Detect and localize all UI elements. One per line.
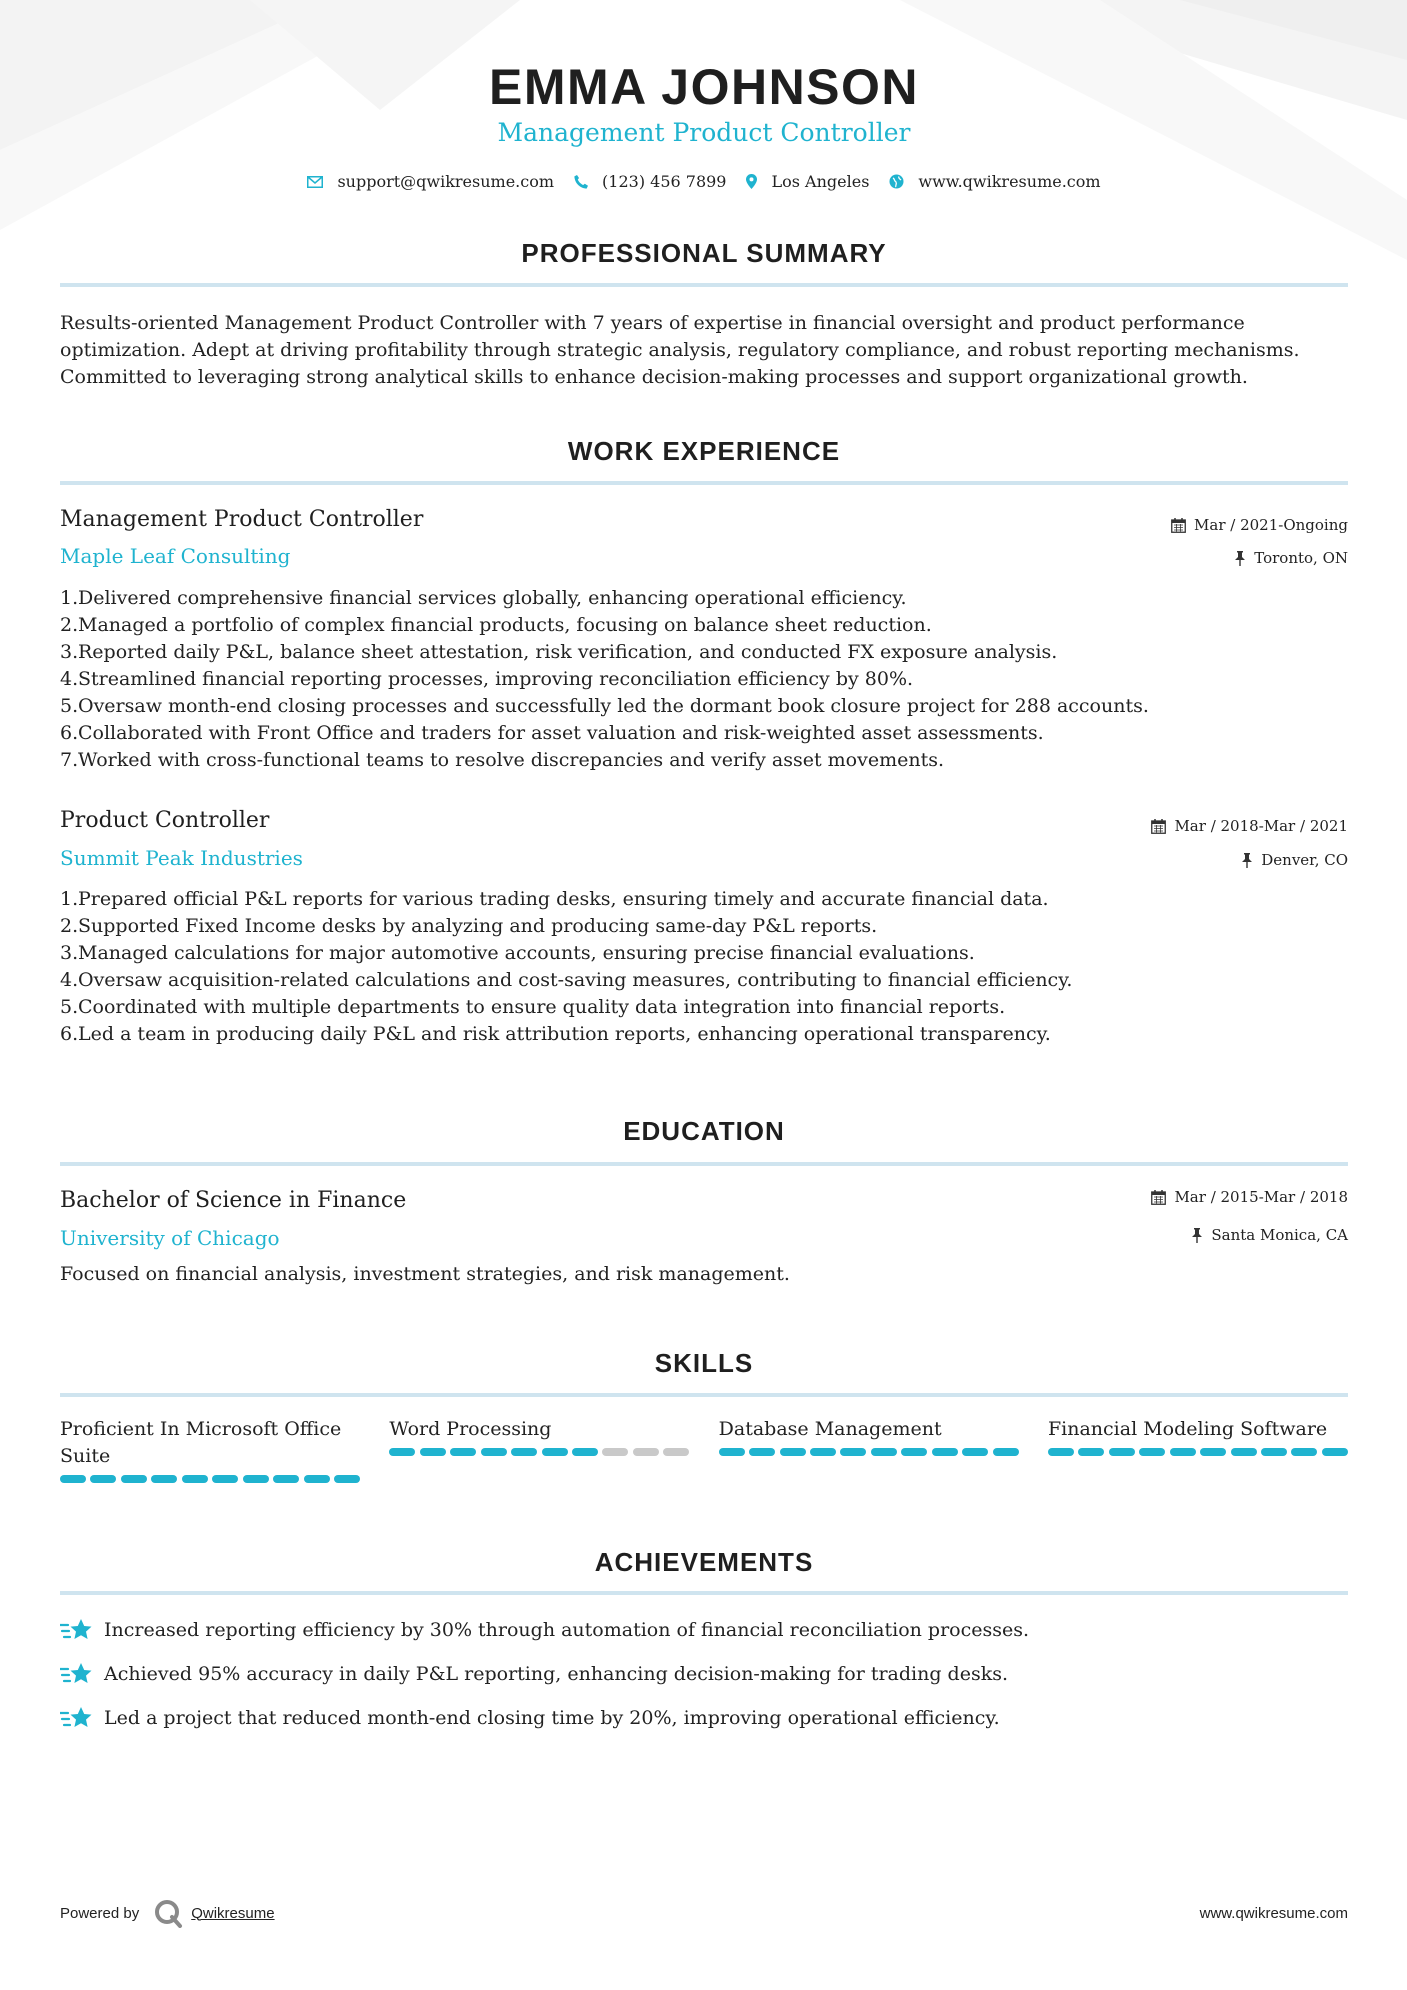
skill-segment-filled <box>871 1448 897 1456</box>
education-location-text: Santa Monica, CA <box>1211 1226 1348 1244</box>
job-title: Management Product Controller <box>60 507 424 532</box>
list-item: 3. Reported daily P&L, balance sheet attestation, risk verification, and conducted FX exposure analysis. <box>60 639 1348 666</box>
bullet-text: Delivered comprehensive financial services globally, enhancing operational efficiency. <box>78 587 907 609</box>
pushpin-icon <box>1241 853 1253 868</box>
job-location <box>1234 549 1348 567</box>
powered-by-label: Powered by <box>60 1904 140 1922</box>
summary-line: Results-oriented Management Product Controller with 7 years of expertise in financial oversight and product performance <box>60 312 1245 334</box>
qwikresume-link[interactable]: Qwikresume <box>191 1904 275 1922</box>
skill-segment-filled <box>212 1475 238 1483</box>
education-divider <box>60 1162 1348 1166</box>
education-school: University of Chicago <box>60 1226 280 1250</box>
summary-line: Committed to leveraging strong analytical skills to enhance decision-making processes and support organizational growth. <box>60 366 1248 388</box>
skill-segment-filled <box>389 1448 415 1456</box>
job-bullets <box>60 585 1348 774</box>
achievement-text: Led a project that reduced month-end closing time by 20%, improving operational efficiency. <box>104 1707 1000 1729</box>
star-icon <box>60 1616 94 1644</box>
envelope-icon <box>307 176 323 188</box>
education-location <box>1191 1226 1348 1244</box>
calendar-icon <box>1171 518 1186 533</box>
education-dates-text: Mar / 2015-Mar / 2018 <box>1174 1188 1348 1206</box>
skill-segment-filled <box>450 1448 476 1456</box>
calendar-icon <box>1151 819 1166 834</box>
skill-segment-filled <box>1048 1448 1074 1456</box>
contact-bar <box>60 172 1348 191</box>
skill-segment-empty <box>663 1448 689 1456</box>
list-item: 4. Oversaw acquisition-related calculations and cost-saving measures, contributing to financial efficiency. <box>60 967 1348 994</box>
skill-level-bar <box>1048 1448 1348 1456</box>
skill-label: Word Processing <box>389 1418 552 1440</box>
job-location-text: Toronto, ON <box>1254 549 1348 567</box>
skill-segment-filled <box>334 1475 360 1483</box>
achievement-text: Increased reporting efficiency by 30% through automation of financial reconciliation processes. <box>104 1619 1030 1641</box>
education-dates <box>1151 1188 1348 1206</box>
skill-segment-filled <box>1231 1448 1257 1456</box>
bullet-text: Prepared official P&L reports for various trading desks, ensuring timely and accurate financial data. <box>78 888 1049 910</box>
skills-divider <box>60 1393 1348 1397</box>
skill-item <box>60 1416 360 1483</box>
bullet-text: Managed calculations for major automotive accounts, ensuring precise financial evaluations. <box>78 942 975 964</box>
skill-label: Proficient In Microsoft Office Suite <box>60 1418 342 1467</box>
skills-grid <box>60 1416 1348 1483</box>
skill-segment-filled <box>962 1448 988 1456</box>
skill-item <box>1048 1416 1348 1483</box>
skill-segment-filled <box>780 1448 806 1456</box>
skill-segment-filled <box>1261 1448 1287 1456</box>
skill-segment-filled <box>121 1475 147 1483</box>
bullet-text: Coordinated with multiple departments to ensure quality data integration into financial reports. <box>78 996 1006 1018</box>
education-heading: EDUCATION <box>623 1116 785 1146</box>
bullet-text: Managed a portfolio of complex financial products, focusing on balance sheet reduction. <box>78 614 932 636</box>
education-degree: Bachelor of Science in Finance <box>60 1188 407 1213</box>
job-dates-text: Mar / 2021-Ongoing <box>1194 516 1348 534</box>
candidate-name: EMMA JOHNSON <box>488 59 920 115</box>
achievement-item <box>60 1616 1029 1644</box>
star-icon <box>60 1660 94 1688</box>
bullet-text: Worked with cross-functional teams to resolve discrepancies and verify asset movements. <box>78 749 945 771</box>
contact-location-text: Los Angeles <box>771 172 870 191</box>
list-item: 5. Oversaw month-end closing processes and successfully led the dormant book closure project for 288 accounts. <box>60 693 1348 720</box>
map-pin-icon <box>746 174 757 189</box>
skill-segment-filled <box>1200 1448 1226 1456</box>
bullet-text: Collaborated with Front Office and traders for asset valuation and risk-weighted asset assessments. <box>78 722 1044 744</box>
achievements-divider <box>60 1591 1348 1595</box>
job-company: Summit Peak Industries <box>60 846 303 870</box>
list-item: 2. Supported Fixed Income desks by analyzing and producing same-day P&L reports. <box>60 913 1348 940</box>
contact-phone-text: (123) 456 7899 <box>602 172 727 191</box>
skills-heading: SKILLS <box>654 1348 754 1378</box>
bullet-text: Streamlined financial reporting processes, improving reconciliation efficiency by 80%. <box>78 668 914 690</box>
skill-segment-filled <box>1170 1448 1196 1456</box>
skill-segment-filled <box>810 1448 836 1456</box>
skill-segment-filled <box>1291 1448 1317 1456</box>
bullet-text: Oversaw month-end closing processes and successfully led the dormant book closure project for 288 accounts. <box>78 695 1149 717</box>
job-dates <box>1151 817 1348 835</box>
skill-segment-filled <box>901 1448 927 1456</box>
star-icon <box>60 1704 94 1732</box>
skill-segment-filled <box>749 1448 775 1456</box>
achievement-item <box>60 1704 1000 1732</box>
skill-segment-filled <box>719 1448 745 1456</box>
skill-segment-filled <box>182 1475 208 1483</box>
skill-segment-filled <box>420 1448 446 1456</box>
list-item: 6. Led a team in producing daily P&L and risk attribution reports, enhancing operational transparency. <box>60 1021 1348 1048</box>
skill-label: Database Management <box>718 1418 942 1440</box>
contact-phone[interactable] <box>574 172 726 191</box>
summary-line: optimization. Adept at driving profitability through strategic analysis, regulatory compliance, and robust reporting mechanisms. <box>60 339 1300 361</box>
list-item: 7. Worked with cross-functional teams to resolve discrepancies and verify asset movements. <box>60 747 1348 774</box>
list-item: 5. Coordinated with multiple departments to ensure quality data integration into financial reports. <box>60 994 1348 1021</box>
contact-email-text: support@qwikresume.com <box>337 172 555 191</box>
skill-item <box>389 1416 689 1483</box>
job-dates-text: Mar / 2018-Mar / 2021 <box>1174 817 1348 835</box>
skill-segment-empty <box>633 1448 659 1456</box>
bullet-text: Reported daily P&L, balance sheet attestation, risk verification, and conducted FX exposure analysis. <box>78 641 1058 663</box>
list-item: 3. Managed calculations for major automotive accounts, ensuring precise financial evaluations. <box>60 940 1348 967</box>
list-item: 2. Managed a portfolio of complex financial products, focusing on balance sheet reduction. <box>60 612 1348 639</box>
skill-segment-filled <box>243 1475 269 1483</box>
job-company: Maple Leaf Consulting <box>60 544 291 568</box>
skill-segment-empty <box>602 1448 628 1456</box>
skill-segment-filled <box>542 1448 568 1456</box>
achievement-item <box>60 1660 1008 1688</box>
experience-heading: WORK EXPERIENCE <box>567 436 841 466</box>
job-location <box>1241 851 1348 869</box>
job-location-text: Denver, CO <box>1261 851 1348 869</box>
list-item: 4. Streamlined financial reporting processes, improving reconciliation efficiency by 80%. <box>60 666 1348 693</box>
contact-website[interactable] <box>889 172 1100 191</box>
summary-divider <box>60 283 1348 287</box>
calendar-icon <box>1151 1190 1166 1205</box>
achievement-text: Achieved 95% accuracy in daily P&L reporting, enhancing decision-making for trading desks. <box>104 1663 1009 1685</box>
skill-segment-filled <box>1109 1448 1135 1456</box>
skill-segment-filled <box>932 1448 958 1456</box>
list-item: 6. Collaborated with Front Office and traders for asset valuation and risk-weighted asset assessments. <box>60 720 1348 747</box>
skill-level-bar <box>389 1448 689 1456</box>
bullet-text: Supported Fixed Income desks by analyzing and producing same-day P&L reports. <box>78 915 878 937</box>
skill-segment-filled <box>511 1448 537 1456</box>
bullet-text: Oversaw acquisition-related calculations and cost-saving measures, contributing to financial efficiency. <box>78 969 1073 991</box>
skill-segment-filled <box>840 1448 866 1456</box>
education-description: Focused on financial analysis, investment strategies, and risk management. <box>60 1263 790 1285</box>
pushpin-icon <box>1191 1228 1203 1243</box>
achievements-heading: ACHIEVEMENTS <box>594 1547 814 1577</box>
summary-heading: PROFESSIONAL SUMMARY <box>521 238 887 268</box>
skill-segment-filled <box>60 1475 86 1483</box>
summary-text <box>60 310 1348 391</box>
experience-divider <box>60 481 1348 485</box>
list-item: 1. Prepared official P&L reports for various trading desks, ensuring timely and accurate financial data. <box>60 886 1348 913</box>
skill-label: Financial Modeling Software <box>1047 1418 1328 1440</box>
skill-segment-filled <box>993 1448 1019 1456</box>
candidate-role: Management Product Controller <box>497 118 911 147</box>
list-item: 1. Delivered comprehensive financial services globally, enhancing operational efficiency. <box>60 585 1348 612</box>
footer-website[interactable]: www.qwikresume.com <box>1199 1905 1348 1922</box>
job-title: Product Controller <box>60 808 270 833</box>
contact-location <box>746 172 869 191</box>
footer-powered-by <box>60 1898 275 1928</box>
pushpin-icon <box>1234 551 1246 566</box>
phone-icon <box>574 175 588 189</box>
skill-segment-filled <box>1322 1448 1348 1456</box>
skill-segment-filled <box>304 1475 330 1483</box>
skill-level-bar <box>719 1448 1019 1456</box>
skill-segment-filled <box>1078 1448 1104 1456</box>
skill-item <box>719 1416 1019 1483</box>
skill-segment-filled <box>90 1475 116 1483</box>
skill-segment-filled <box>481 1448 507 1456</box>
globe-icon <box>889 174 904 189</box>
job-bullets <box>60 886 1348 1048</box>
skill-segment-filled <box>572 1448 598 1456</box>
skill-segment-filled <box>151 1475 177 1483</box>
skill-level-bar <box>60 1475 360 1483</box>
bullet-text: Led a team in producing daily P&L and risk attribution reports, enhancing operational transparency. <box>78 1023 1051 1045</box>
skill-segment-filled <box>1139 1448 1165 1456</box>
contact-email[interactable] <box>307 172 554 191</box>
contact-website-text: www.qwikresume.com <box>918 172 1101 191</box>
qwikresume-logo-icon <box>153 1898 183 1928</box>
skill-segment-filled <box>273 1475 299 1483</box>
job-dates <box>1171 516 1348 534</box>
